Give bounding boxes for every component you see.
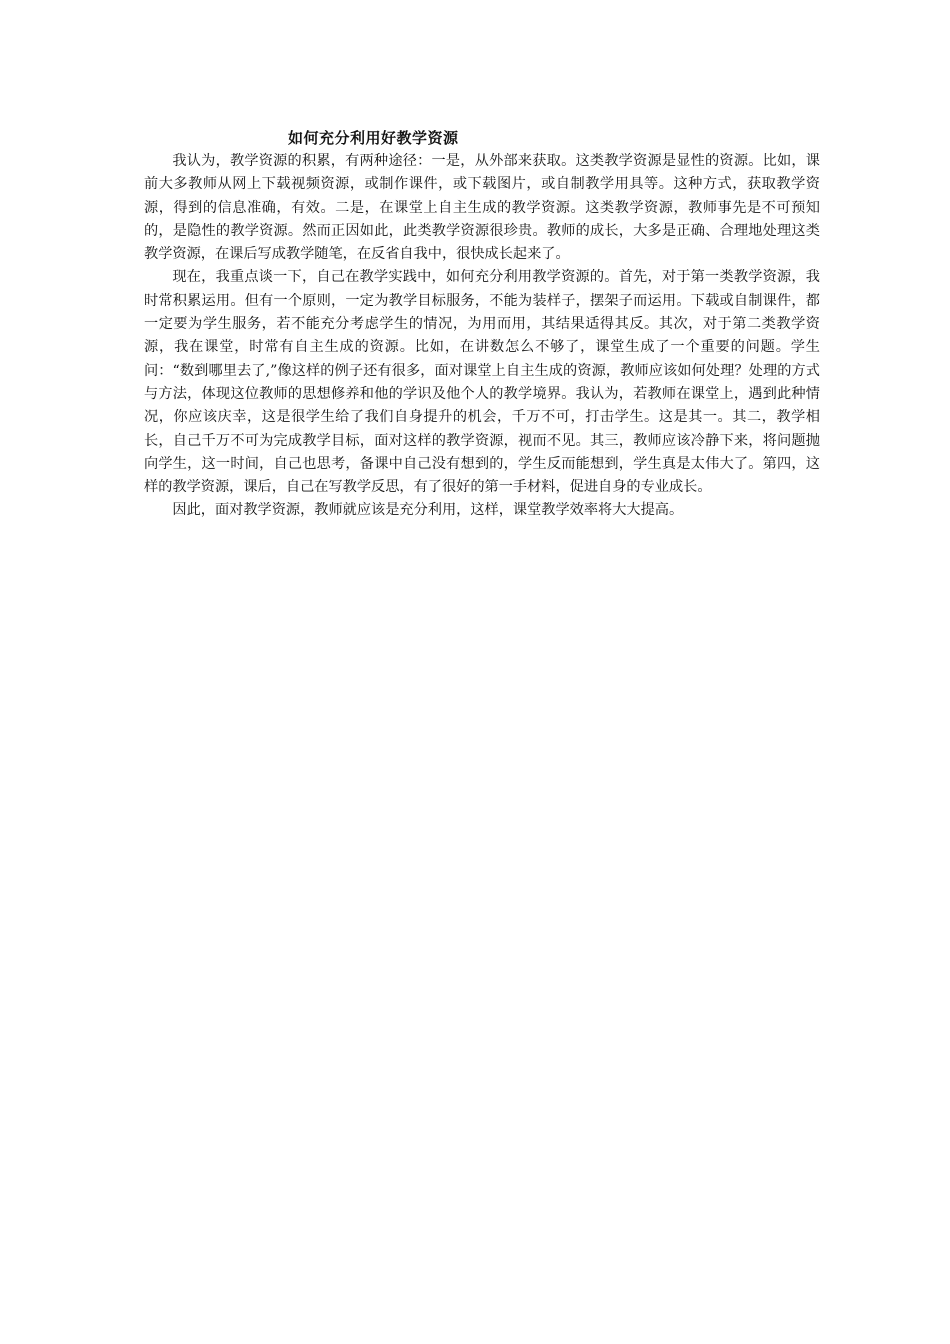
document-body [144,128,820,523]
paragraph-2: 现在，我重点谈一下，自己在教学实践中，如何充分利用教学资源的。首先，对于第一类教学资源，我时常积累运用。但有一个原则，一定为教学目标服务，不能为装样子，摆架子而运用。下载或自制课件，都一定要为学生服务，若不能充分考虑学生的情况，为用而用，其结果适得其反。其次，对于第二类教学资源，我在课堂，时常有自主生成的资源。比如，在讲数怎么不够了，课堂生成了一个重要的问题。学生问：“数到哪里去了,”像这样的例子还有很多，面对课堂上自主生成的资源，教师应该如何处理？处理的方式与方法，体现这位教师的思想修养和他的学识及他个人的教学境界。我认为，若教师在课堂上，遇到此种情况，你应该庆幸，这是很学生给了我们自身提升的机会，千万不可，打击学生。这是其一。其二，教学相长，自己千万不可为完成教学目标，面对这样的教学资源，视而不见。其三，教师应该冷静下来，将问题抛向学生，这一时间，自己也思考，备课中自己没有想到的，学生反而能想到，学生真是太伟大了。第四，这样的教学资源，课后，自己在写教学反思，有了很好的第一手材料，促进自身的专业成长。 [144,269,820,496]
paragraph-1: 我认为，教学资源的积累，有两种途径：一是，从外部来获取。这类教学资源是显性的资源。比如，课前大多教师从网上下载视频资源，或制作课件，或下载图片，或自制教学用具等。这种方式，获取教学资源，得到的信息准确，有效。二是，在课堂上自主生成的教学资源。这类教学资源，教师事先是不可预知的，是隐性的教学资源。然而正因如此，此类教学资源很珍贵。教师的成长，大多是正确、合理地处理这类教学资源，在课后写成教学随笔，在反省自我中，很快成长起来了。 [144,153,820,263]
document-title: 如何充分利用好教学资源 [288,129,459,147]
paragraph-3: 因此，面对教学资源，教师就应该是充分利用，这样，课堂教学效率将大大提高。 [172,502,684,519]
